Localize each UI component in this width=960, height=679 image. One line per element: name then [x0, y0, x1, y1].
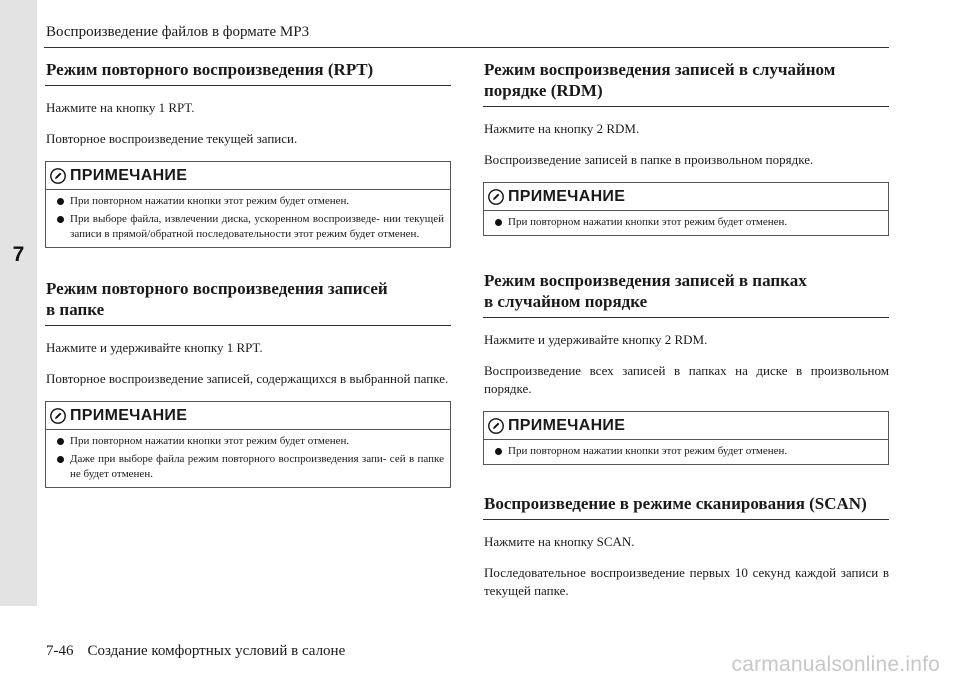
pencil-icon: [50, 168, 66, 184]
note-box-folder-repeat: [45, 401, 451, 488]
folder-repeat-instruction: Нажмите и удерживайте кнопку 1 RPT.: [46, 340, 263, 355]
folder-repeat-description: Повторное воспроизведение записей, содержащихся в выбранной папке.: [46, 371, 449, 386]
bullet-icon: [495, 448, 502, 455]
running-header-title: Воспроизведение файлов в формате MP3: [46, 24, 310, 40]
pencil-icon: [50, 408, 66, 424]
section-title-folder-repeat: Режим повторного воспроизведения записей в папке: [45, 262, 451, 326]
bullet-icon: [495, 219, 502, 226]
note-box-rpt: [45, 161, 451, 248]
folder-rdm-instruction: Нажмите и удерживайте кнопку 2 RDM.: [484, 332, 708, 347]
note-item: При повторном нажатии кнопки этот режим будет отменен.: [495, 215, 882, 230]
scan-description: Последовательное воспроизведение первых 10 секунд каждой записи в текущей папке.: [484, 565, 889, 598]
left-column: [45, 58, 451, 502]
note-item: При выборе файла, извлечении диска, ускоренном воспроизведе- нии текущей записи в прямой/обратной последовательности этот режим будет отменен.: [57, 212, 444, 242]
bullet-icon: [57, 456, 64, 463]
watermark: carmanualsonline.info: [731, 653, 940, 676]
note-label: ПРИМЕЧАНИЕ: [508, 416, 626, 434]
rdm-description: Воспроизведение записей в папке в произвольном порядке.: [484, 152, 814, 167]
section-title-folder-rdm: Режим воспроизведения записей в папках в случайном порядке: [483, 250, 889, 318]
rpt-description: Повторное воспроизведение текущей записи.: [46, 131, 298, 146]
note-label: ПРИМЕЧАНИЕ: [70, 166, 188, 184]
section-title-rpt: Режим повторного воспроизведения (RPT): [45, 58, 451, 86]
section-title-scan: Воспроизведение в режиме сканирования (SCAN): [483, 479, 889, 520]
header-rule: [44, 47, 889, 48]
bullet-icon: [57, 438, 64, 445]
note-label: ПРИМЕЧАНИЕ: [508, 187, 626, 205]
footer-chapter-title: Создание комфортных условий в салоне: [87, 643, 346, 659]
note-item: Даже при выборе файла режим повторного воспроизведения запи- сей в папке не будет отменен.: [57, 452, 444, 482]
note-item: При повторном нажатии кнопки этот режим будет отменен.: [495, 444, 882, 459]
pencil-icon: [488, 418, 504, 434]
chapter-number: 7: [12, 243, 25, 266]
bullet-icon: [57, 216, 64, 223]
page-footer: [46, 643, 345, 660]
section-title-rdm: Режим воспроизведения записей в случайном порядке (RDM): [483, 58, 889, 107]
chapter-sidebar-tab: [0, 0, 37, 606]
note-label: ПРИМЕЧАНИЕ: [70, 406, 188, 424]
bullet-icon: [57, 198, 64, 205]
rpt-instruction: Нажмите на кнопку 1 RPT.: [46, 100, 195, 115]
rdm-instruction: Нажмите на кнопку 2 RDM.: [484, 121, 640, 136]
page-number: 7-46: [46, 643, 74, 659]
note-item: При повторном нажатии кнопки этот режим будет отменен.: [57, 194, 444, 209]
note-box-rdm: [483, 182, 889, 236]
note-box-folder-rdm: [483, 411, 889, 465]
pencil-icon: [488, 189, 504, 205]
scan-instruction: Нажмите на кнопку SCAN.: [484, 534, 635, 549]
folder-rdm-description: Воспроизведение всех записей в папках на диске в произвольном порядке.: [484, 363, 889, 396]
note-item: При повторном нажатии кнопки этот режим будет отменен.: [57, 434, 444, 449]
right-column: [483, 58, 889, 613]
